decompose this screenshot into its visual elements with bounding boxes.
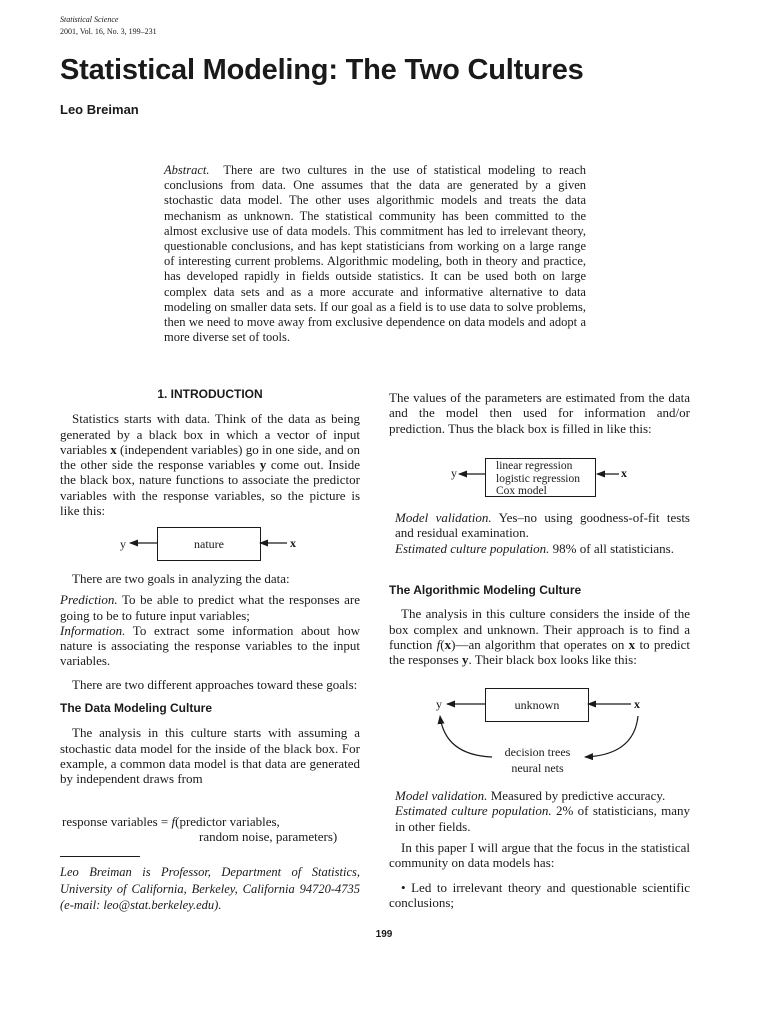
abstract-label: Abstract. [164, 163, 210, 177]
fig2-y-label: y [451, 466, 457, 480]
fig3-curve-right [585, 716, 638, 757]
goals-paragraph: There are two goals in analyzing the data: [72, 571, 290, 586]
fig1-nature-box: nature [157, 527, 261, 561]
fig2-x-label: x [621, 466, 627, 480]
fig3-y-label: y [436, 697, 442, 711]
fig3-curve-left [440, 716, 492, 757]
fig2-line-2: logistic regression [496, 472, 580, 485]
abstract-text: There are two cultures in the use of statistical modeling to reach conclusions from data. One assumes that the data are generated by a given stochastic data model. The other uses algorithmic models and treats the data mechanism as unknown. The statistical community has been committed to the almost exclusive use of data models. This commitment has led to irrelevant theory, questionable conclusions, and has kept statisticians from working on a large range of interesting current problems. Algorithmic modeling, both in theory and practice, has developed rapidly in fields outside statistics. It can be used both on large complex data sets and as a more accurate and informative alternative to data modeling on smaller data sets. If our goal as a field is to use data to solve problems, then we need to move away from exclusive dependence on data models and adopt a more diverse set of tools. [164, 163, 587, 345]
page-number: 199 [375, 929, 393, 940]
parameters-paragraph: The values of the parameters are estimated from the data and the model then used for information and/or prediction. Thus the black box is filled in like this: [389, 390, 690, 436]
intro-paragraph: Statistics starts with data. Think of the data as being generated by a black box in which a vector of input variables x (independent variables) go in one side, and on the other side the response variables y come out. Inside the black box, nature functions to associate the predictor variables with the response variables, so the picture is like this: [60, 411, 360, 519]
culture-population-2: Estimated culture population. 2% of statisticians, many in other fields. [395, 803, 691, 834]
prediction-item: Prediction. To be able to predict what the responses are going to be to future input variables; [60, 592, 360, 623]
information-item: Information. To extract some information about how nature is associating the response variables to the input variables. [60, 622, 360, 669]
fig2-line-3: Cox model [496, 485, 547, 497]
equation-line-2: random noise, parameters) [199, 829, 338, 844]
argue-paragraph: In this paper I will argue that the focus in the statistical community on data models has: [389, 840, 690, 871]
fig3-decision-trees: decision trees [504, 745, 571, 759]
fig3-x-label: x [634, 697, 640, 711]
model-validation-1: Model validation. Yes–no using goodness-of-fit tests and residual examination. [395, 510, 690, 541]
journal-name: Statistical Science [60, 15, 119, 24]
fig3-neural-nets: neural nets [511, 761, 564, 775]
fig3-unknown-box: unknown [485, 688, 589, 722]
equation-line-1: response variables = f(predictor variables, [62, 814, 280, 829]
fig2-line-1: linear regression [496, 460, 573, 472]
paper-title: Statistical Modeling: The Two Cultures [60, 54, 584, 86]
approaches-paragraph: There are two different approaches toward these goals: [72, 676, 358, 692]
fig1-y-label: y [120, 537, 126, 551]
journal-issue: 2001, Vol. 16, No. 3, 199–231 [60, 27, 157, 36]
data-modeling-paragraph: The analysis in this culture starts with assuming a stochastic data model for the inside of the black box. For example, a common data model is that data are generated by independent draws from [60, 725, 360, 787]
fig1-x-label: x [290, 536, 296, 550]
algorithmic-paragraph: The analysis in this culture considers the inside of the box complex and unknown. Their approach is to find a function f(x)—an algorithm that operates on x to predict the responses y. Their black box looks like this: [389, 606, 690, 668]
culture-population-1: Estimated culture population. 98% of all statisticians. [395, 540, 674, 556]
author-footnote: Leo Breiman is Professor, Department of Statistics, University of California, Berkeley, California 94720-4735 (e-mail: leo@stat.berkeley.edu). [60, 865, 360, 912]
subheading-data-modeling: The Data Modeling Culture [60, 701, 213, 716]
author-name: Leo Breiman [60, 102, 139, 117]
model-validation-2: Model validation. Measured by predictive accuracy. [395, 788, 666, 803]
bullet-irrelevant-theory: • Led to irrelevant theory and questionable scientific conclusions; [389, 879, 690, 910]
section-heading-introduction: 1. INTRODUCTION [157, 387, 263, 401]
subheading-algorithmic-modeling: The Algorithmic Modeling Culture [389, 583, 582, 597]
